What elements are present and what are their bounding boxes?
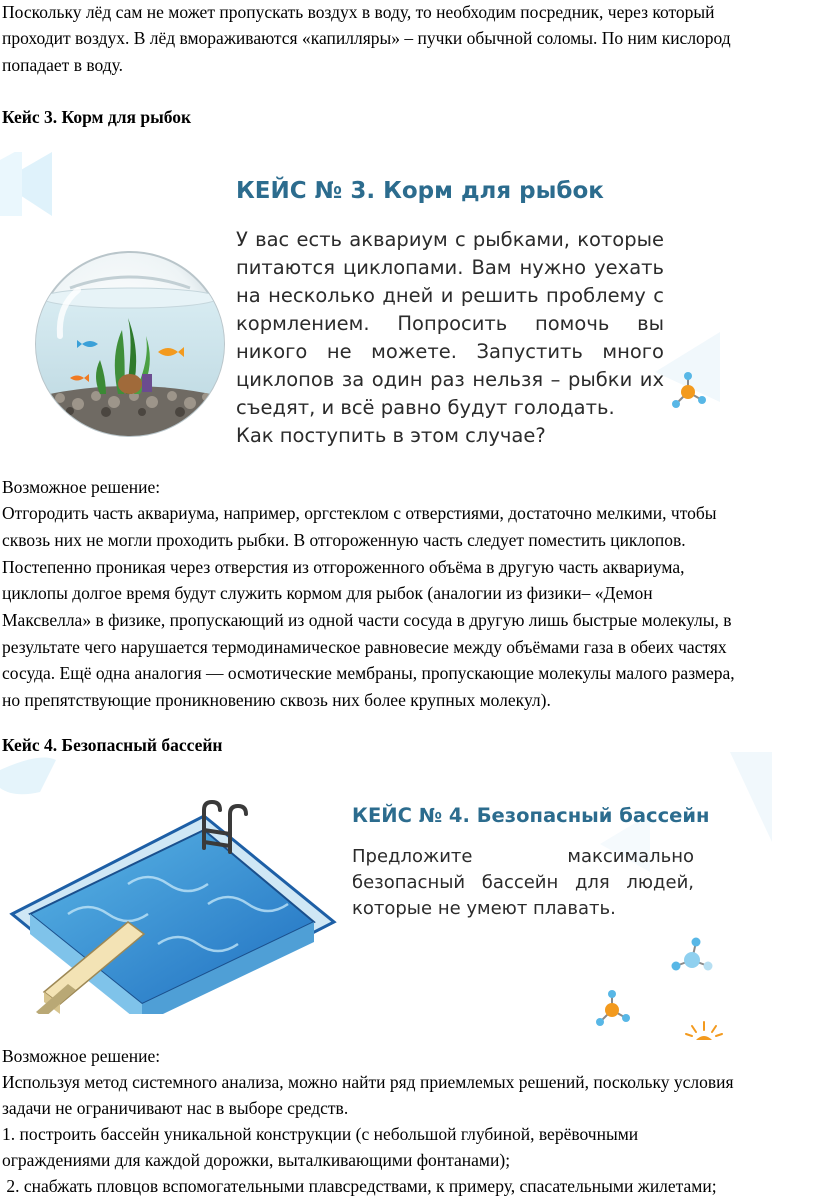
case4-solution-line: задачи не ограничивают нас в выборе средств.: [2, 1098, 349, 1118]
case3-solution-line: Отгородить часть аквариума, например, оргстеклом с отверстиями, достаточно мелкими, чтобы: [2, 503, 717, 523]
case3-card-title: КЕЙС № 3. Корм для рыбок: [236, 178, 604, 204]
case4-solution-line: 1. построить бассейн уникальной конструкции (с небольшой глубиной, верёвочными: [2, 1124, 639, 1144]
case4-solution-line: 2. снабжать пловцов вспомогательными плавсредствами, к примеру, спасательными жилетами;: [2, 1176, 717, 1196]
case3-solution-line: сосуда. Ещё одна аналогия — осмотические мембраны, пропускающие молекулы малого размера,: [2, 663, 735, 683]
lightbulb-icon: [684, 1020, 724, 1040]
intro-line-3: попадает в воду.: [2, 55, 124, 75]
case3-card-question: Как поступить в этом случае?: [236, 424, 546, 447]
case3-solution-label: Возможное решение:: [2, 477, 161, 497]
case4-solution-line: Используя метод системного анализа, можно найти ряд приемлемых решений, поскольку условия: [2, 1072, 734, 1092]
case4-card: [0, 752, 816, 1042]
case3-solution-line: но препятствующие проникновению сквозь них более крупных молекул).: [2, 690, 551, 710]
case3-solution-line: сквозь них не могли проходить рыбки. В отгороженную часть следует поместить циклопов.: [2, 530, 686, 550]
case3-card: [0, 152, 720, 452]
molecule-icon: [668, 936, 716, 984]
case4-card-text: Предложите максимально безопасный бассейн для людей, которые не умеют плавать.: [352, 846, 694, 919]
case3-solution-line: циклопы долгое время будут служить кормом для рыбок (аналогии из физики– «Демон: [2, 583, 653, 603]
case3-solution-line: Максвелла» в физике, пропускающий из одной части сосуда в другую лишь быстрые молекулы, в: [2, 610, 732, 630]
case4-heading: Кейс 4. Безопасный бассейн: [2, 735, 223, 755]
case3-solution-line: Постепенно проникая через отверстия из отгороженного объёма в другую часть аквариума,: [2, 557, 685, 577]
case4-card-title: КЕЙС № 4. Безопасный бассейн: [352, 804, 710, 827]
case3-card-text: [236, 226, 664, 450]
case3-heading: Кейс 3. Корм для рыбок: [2, 107, 192, 127]
fishbowl-image: [30, 226, 230, 456]
case3-card-description: У вас есть аквариум с рыбками, которые питаются циклопами. Вам нужно уехать на несколько дней и решить проблему с кормлением. Попросить помочь вы никого не можете. Запустить много циклопов за один раз нельзя – рыбки их съедят, и всё равно будут голодать.: [236, 228, 664, 419]
swimming-pool-image: [8, 774, 338, 1014]
molecule-icon: [668, 370, 708, 414]
molecule-icon: [592, 988, 632, 1032]
intro-line-2: проходит воздух. В лёд вмораживаются «капилляры» – пучки обычной соломы. По ним кислород: [2, 28, 731, 48]
case3-solution-line: результате чего нарушается термодинамическое равновесие между объёмами газа в обеих частях: [2, 637, 727, 657]
intro-line-1: Поскольку лёд сам не может пропускать воздух в воду, то необходим посредник, через который: [2, 2, 715, 22]
case4-solution-line: ограждениями для каждой дорожки, выталкивающими фонтанами);: [2, 1150, 511, 1170]
case4-solution-label: Возможное решение:: [2, 1046, 161, 1066]
